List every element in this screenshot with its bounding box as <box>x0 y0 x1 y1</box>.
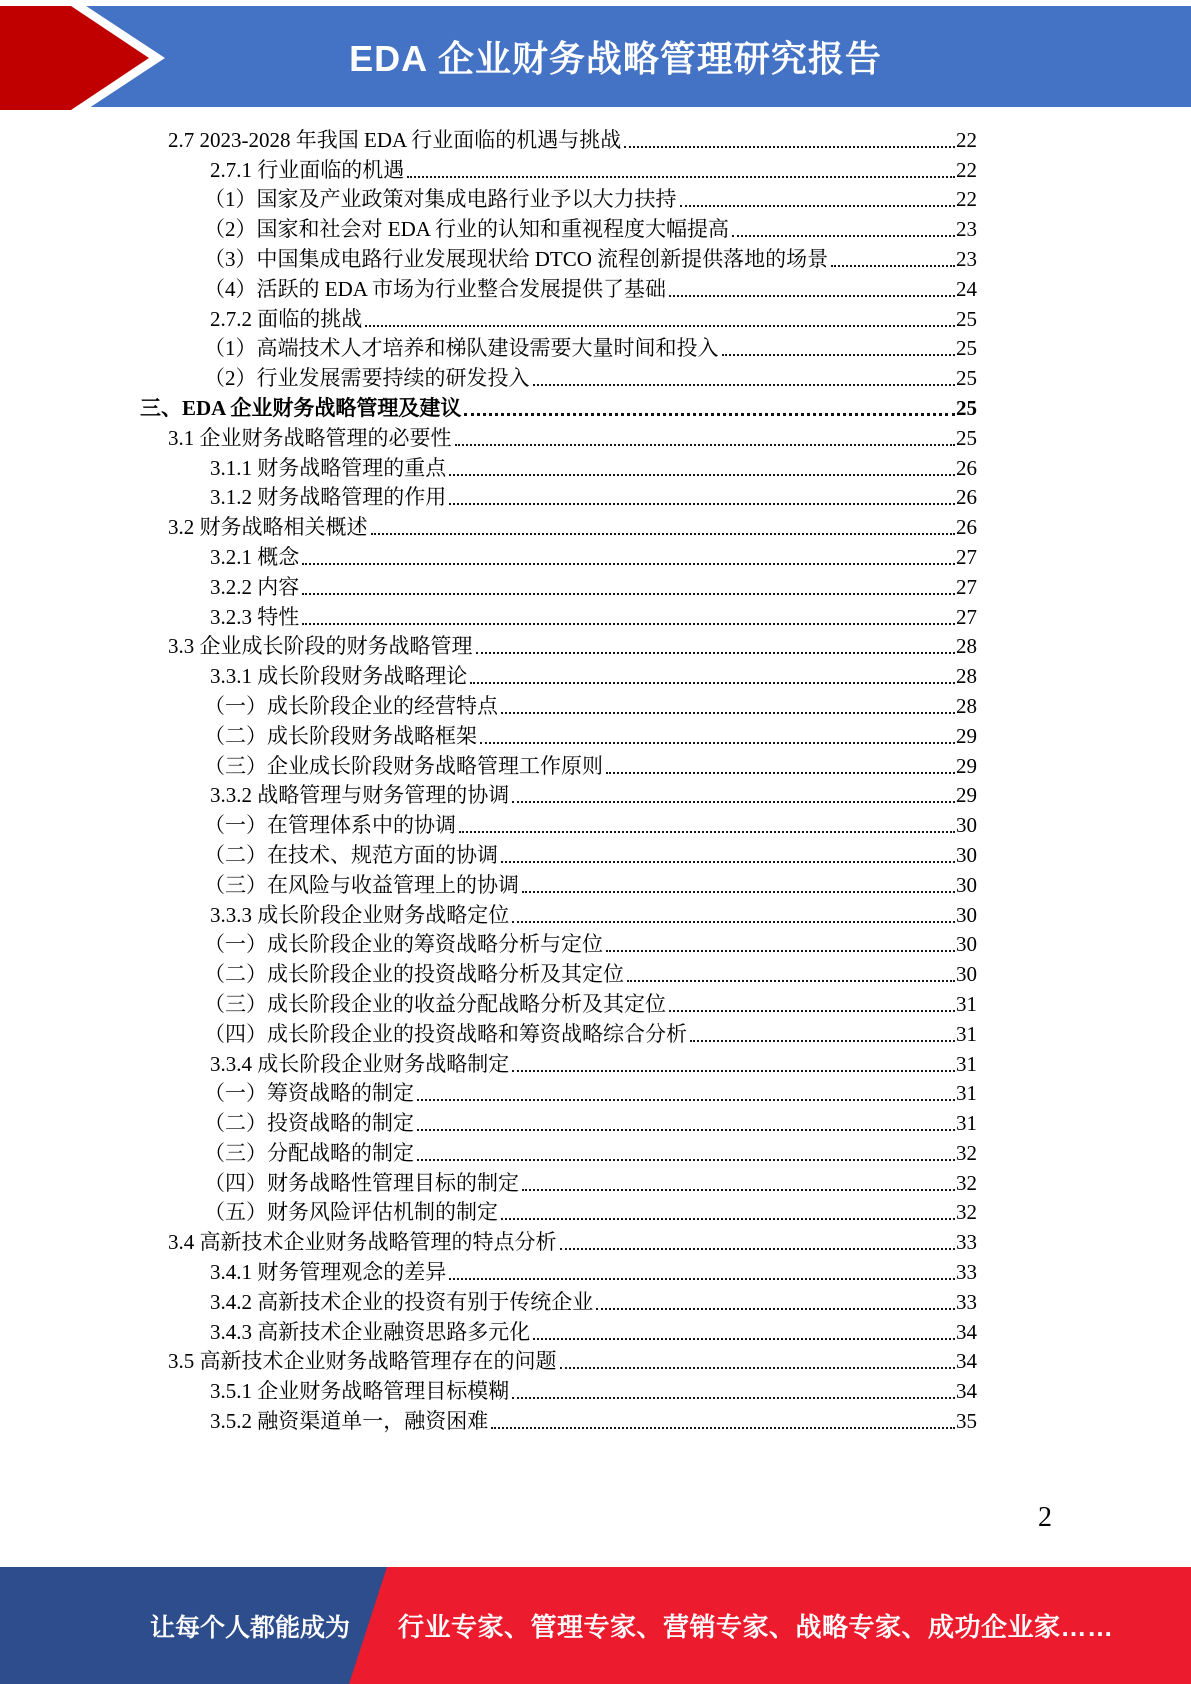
toc-entry-label: （一）成长阶段企业的经营特点 <box>204 693 498 718</box>
toc-entry-label: 3.4.2 高新技术企业的投资有别于传统企业 <box>210 1289 594 1314</box>
toc-page-number: 35 <box>956 1409 977 1434</box>
toc-entry <box>0 1285 977 1315</box>
toc-leader-dots <box>417 1129 955 1131</box>
toc-leader-dots <box>464 413 955 416</box>
toc-leader-dots <box>606 950 955 952</box>
toc-entry-label: 3.2 财务战略相关概述 <box>168 515 368 540</box>
toc-leader-dots <box>624 146 955 148</box>
toc-page-number: 25 <box>956 336 977 361</box>
toc-entry <box>0 302 977 332</box>
toc-entry <box>0 928 977 958</box>
toc-page-number: 29 <box>956 753 977 778</box>
toc-entry <box>0 630 977 660</box>
toc-leader-dots <box>533 384 956 386</box>
toc-entry-label: 3.3.2 战略管理与财务管理的协调 <box>210 783 510 808</box>
toc-page-number: 23 <box>956 246 977 271</box>
toc-entry <box>0 600 977 630</box>
toc-leader-dots <box>417 1099 955 1101</box>
toc-entry-label: （五）财务风险评估机制的制定 <box>204 1200 498 1225</box>
toc-entry-label: （2）国家和社会对 EDA 行业的认知和重视程度大幅提高 <box>204 217 729 242</box>
toc-leader-dots <box>512 1070 955 1072</box>
toc-entry-label: 三、EDA 企业财务战略管理及建议 <box>140 395 462 420</box>
toc-leader-dots <box>606 772 955 774</box>
toc-entry-label: （一）成长阶段企业的筹资战略分析与定位 <box>204 932 603 957</box>
toc-page-number: 31 <box>956 1081 977 1106</box>
toc-page-number: 24 <box>956 276 977 301</box>
toc-entry <box>0 242 977 272</box>
toc-leader-dots <box>512 1397 955 1399</box>
toc-entry <box>0 1047 977 1077</box>
toc-entry <box>0 212 977 242</box>
toc-page-number: 31 <box>956 991 977 1016</box>
toc-leader-dots <box>522 891 955 893</box>
toc-leader-dots <box>501 712 955 714</box>
toc-entry <box>0 570 977 600</box>
toc-leader-dots <box>512 801 955 803</box>
toc-entry-label: （二）投资战略的制定 <box>204 1111 414 1136</box>
toc-leader-dots <box>470 682 955 684</box>
toc-page-number: 30 <box>956 932 977 957</box>
toc-entry <box>0 1166 977 1196</box>
toc-entry-label: （四）成长阶段企业的投资战略和筹资战略综合分析 <box>204 1021 687 1046</box>
toc-entry-label: （1）高端技术人才培养和梯队建设需要大量时间和投入 <box>204 336 719 361</box>
toc-leader-dots <box>596 1308 955 1310</box>
toc-page-number: 27 <box>956 574 977 599</box>
toc-leader-dots <box>732 235 955 237</box>
footer-slogan-right: 行业专家、管理专家、营销专家、战略专家、成功企业家…… <box>398 1612 1114 1642</box>
toc-leader-dots <box>371 533 956 535</box>
toc-leader-dots <box>680 205 956 207</box>
toc-leader-dots <box>512 921 955 923</box>
toc-entry <box>0 808 977 838</box>
toc-page-number: 31 <box>956 1051 977 1076</box>
toc-leader-dots <box>449 1278 955 1280</box>
toc-entry <box>0 1255 977 1285</box>
toc-page-number: 33 <box>956 1289 977 1314</box>
toc-page-number: 30 <box>956 902 977 927</box>
toc-page-number: 34 <box>956 1319 977 1344</box>
page-footer <box>0 1567 1191 1684</box>
toc-page-number: 30 <box>956 872 977 897</box>
toc-leader-dots <box>417 1159 955 1161</box>
toc-leader-dots <box>491 1427 955 1429</box>
toc-leader-dots <box>533 1338 955 1340</box>
toc-page-number: 27 <box>956 544 977 569</box>
toc-entry-label: 3.5.1 企业财务战略管理目标模糊 <box>210 1379 510 1404</box>
toc-page-number: 31 <box>956 1021 977 1046</box>
toc-entry <box>0 689 977 719</box>
page-number: 2 <box>1038 1502 1052 1533</box>
toc-entry <box>0 1315 977 1345</box>
toc-entry-label: （四）财务战略性管理目标的制定 <box>204 1170 519 1195</box>
toc-page-number: 26 <box>956 455 977 480</box>
red-chevron-arrow-icon <box>0 2 170 114</box>
toc-page-number: 32 <box>956 1200 977 1225</box>
toc-entry <box>0 1225 977 1255</box>
toc-page-number: 23 <box>956 217 977 242</box>
toc-leader-dots <box>669 1010 955 1012</box>
toc-entry <box>0 719 977 749</box>
toc-page-number: 22 <box>956 157 977 182</box>
toc-leader-dots <box>455 444 956 446</box>
toc-page-number: 29 <box>956 723 977 748</box>
toc-entry-label: 2.7 2023-2028 年我国 EDA 行业面临的机遇与挑战 <box>168 127 622 152</box>
toc-entry-label: 3.3.3 成长阶段企业财务战略定位 <box>210 902 510 927</box>
toc-leader-dots <box>449 503 955 505</box>
toc-leader-dots <box>302 623 955 625</box>
toc-page-number: 33 <box>956 1230 977 1255</box>
toc-entry <box>0 659 977 689</box>
toc-entry-label: 3.1.1 财务战略管理的重点 <box>210 455 447 480</box>
toc-entry-label: 3.3.1 成长阶段财务战略理论 <box>210 664 468 689</box>
toc-entry-label: 3.2.1 概念 <box>210 544 300 569</box>
toc-page-number: 22 <box>956 187 977 212</box>
toc-entry <box>0 957 977 987</box>
toc-entry-label: （三）企业成长阶段财务战略管理工作原则 <box>204 753 603 778</box>
toc-entry-label: （3）中国集成电路行业发展现状给 DTCO 流程创新提供落地的场景 <box>204 246 829 271</box>
toc-entry <box>0 838 977 868</box>
toc-entry <box>0 540 977 570</box>
toc-entry <box>0 1345 977 1375</box>
toc-entry-label: 3.5.2 融资渠道单一，融资困难 <box>210 1409 489 1434</box>
toc-entry <box>0 332 977 362</box>
toc-leader-dots <box>560 1367 956 1369</box>
toc-page-number: 33 <box>956 1260 977 1285</box>
toc-entry-label: 2.7.2 面临的挑战 <box>210 306 363 331</box>
toc-entry <box>0 1196 977 1226</box>
toc-page-number: 26 <box>956 485 977 510</box>
toc-entry-label: （二）在技术、规范方面的协调 <box>204 842 498 867</box>
toc-entry-label: （二）成长阶段财务战略框架 <box>204 723 477 748</box>
footer-slogan-left: 让每个人都能成为 <box>149 1613 350 1642</box>
toc-page-number: 25 <box>956 306 977 331</box>
toc-page-number: 25 <box>956 425 977 450</box>
toc-entry <box>0 481 977 511</box>
report-header <box>0 6 1191 107</box>
toc-entry-label: 3.2.3 特性 <box>210 604 300 629</box>
toc-leader-dots <box>627 980 955 982</box>
toc-entry-label: （二）成长阶段企业的投资战略分析及其定位 <box>204 962 624 987</box>
toc-entry <box>0 361 977 391</box>
toc-leader-dots <box>302 593 955 595</box>
toc-page-number: 22 <box>956 127 977 152</box>
toc-page-number: 25 <box>956 366 977 391</box>
toc-entry <box>0 1077 977 1107</box>
toc-leader-dots <box>501 1218 955 1220</box>
toc-entry-label: 3.2.2 内容 <box>210 574 300 599</box>
toc-entry <box>0 451 977 481</box>
toc-entry-label: （一）筹资战略的制定 <box>204 1081 414 1106</box>
toc-leader-dots <box>449 474 955 476</box>
toc-entry <box>0 1374 977 1404</box>
toc-page-number: 32 <box>956 1140 977 1165</box>
toc-entry <box>0 123 977 153</box>
toc-entry <box>0 391 977 421</box>
toc-entry <box>0 749 977 779</box>
toc-entry <box>0 183 977 213</box>
toc-leader-dots <box>407 176 955 178</box>
toc-entry-label: 2.7.1 行业面临的机遇 <box>210 157 405 182</box>
toc-entry-label: 3.4.1 财务管理观念的差异 <box>210 1260 447 1285</box>
toc-entry <box>0 987 977 1017</box>
toc-leader-dots <box>365 325 955 327</box>
toc-leader-dots <box>459 831 955 833</box>
toc-page-number: 34 <box>956 1349 977 1374</box>
toc-leader-dots <box>669 295 955 297</box>
toc-leader-dots <box>501 861 955 863</box>
toc-leader-dots <box>476 652 956 654</box>
table-of-contents <box>0 123 977 1434</box>
toc-page-number: 30 <box>956 962 977 987</box>
toc-leader-dots <box>480 742 955 744</box>
toc-page-number: 28 <box>956 664 977 689</box>
toc-entry <box>0 868 977 898</box>
toc-page-number: 28 <box>956 634 977 659</box>
page-title: EDA 企业财务战略管理研究报告 <box>349 38 882 79</box>
toc-entry-label: 3.4.3 高新技术企业融资思路多元化 <box>210 1319 531 1344</box>
toc-entry-label: （三）在风险与收益管理上的协调 <box>204 872 519 897</box>
toc-entry-label: 3.4 高新技术企业财务战略管理的特点分析 <box>168 1230 557 1255</box>
toc-entry <box>0 1106 977 1136</box>
toc-entry <box>0 1136 977 1166</box>
toc-entry <box>0 272 977 302</box>
toc-leader-dots <box>722 354 956 356</box>
toc-entry-label: （三）分配战略的制定 <box>204 1140 414 1165</box>
toc-entry-label: 3.3 企业成长阶段的财务战略管理 <box>168 634 473 659</box>
toc-page-number: 29 <box>956 783 977 808</box>
toc-entry-label: 3.1.2 财务战略管理的作用 <box>210 485 447 510</box>
toc-entry-label: 3.5 高新技术企业财务战略管理存在的问题 <box>168 1349 557 1374</box>
toc-page-number: 27 <box>956 604 977 629</box>
toc-page-number: 30 <box>956 813 977 838</box>
toc-page-number: 34 <box>956 1379 977 1404</box>
toc-page-number: 32 <box>956 1170 977 1195</box>
toc-entry <box>0 1017 977 1047</box>
toc-entry-label: （1）国家及产业政策对集成电路行业予以大力扶持 <box>204 187 677 212</box>
toc-entry <box>0 153 977 183</box>
toc-entry-label: （2）行业发展需要持续的研发投入 <box>204 366 530 391</box>
toc-entry <box>0 510 977 540</box>
toc-leader-dots <box>690 1040 955 1042</box>
toc-page-number: 30 <box>956 842 977 867</box>
toc-entry-label: （一）在管理体系中的协调 <box>204 813 456 838</box>
toc-entry-label: （三）成长阶段企业的收益分配战略分析及其定位 <box>204 991 666 1016</box>
toc-page-number: 31 <box>956 1111 977 1136</box>
toc-entry-label: 3.1 企业财务战略管理的必要性 <box>168 425 452 450</box>
toc-entry-label: 3.3.4 成长阶段企业财务战略制定 <box>210 1051 510 1076</box>
toc-leader-dots <box>302 563 955 565</box>
toc-entry <box>0 898 977 928</box>
toc-entry <box>0 779 977 809</box>
toc-leader-dots <box>831 265 955 267</box>
toc-leader-dots <box>522 1189 955 1191</box>
toc-page-number: 25 <box>956 395 977 420</box>
toc-leader-dots <box>560 1248 956 1250</box>
toc-entry-label: （4）活跃的 EDA 市场为行业整合发展提供了基础 <box>204 276 666 301</box>
toc-page-number: 28 <box>956 693 977 718</box>
toc-entry <box>0 1404 977 1434</box>
toc-entry <box>0 421 977 451</box>
toc-page-number: 26 <box>956 515 977 540</box>
